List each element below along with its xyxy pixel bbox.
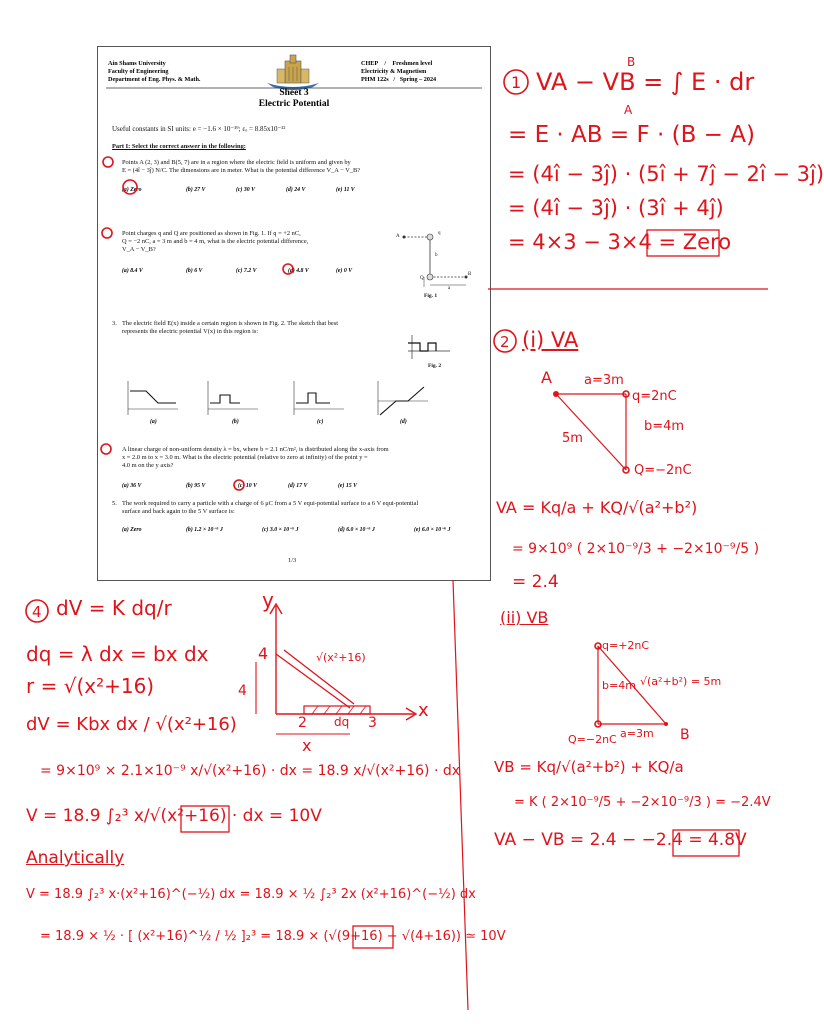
option-a[interactable]: (a) Zero (122, 187, 142, 193)
vb-result: = K ( 2×10⁻⁹/5 + −2×10⁻⁹/3 ) = −2.4V (514, 795, 771, 810)
option-b[interactable]: (b) 1.2 × 10⁻⁵ J (186, 527, 223, 533)
q4-marker (101, 444, 111, 454)
analytic-line-2: = 18.9 × ½ · [ (x²+16)^½ / ½ ]₂³ = 18.9 × (√(9+16) − √(4+16)) ≃ 10V (40, 929, 506, 944)
question-3-number: 3. (112, 320, 117, 327)
option-a[interactable]: (a) (150, 419, 157, 425)
question-2-text: Point charges q and Q are positioned as shown in Fig. 1. If q = +2 nC, (122, 230, 301, 237)
q1-number-circle (502, 68, 530, 96)
option-e[interactable]: (e) 6.0 × 10⁻⁶ J (414, 527, 451, 533)
q4-line-dq: dq = λ dx = bx dx (26, 642, 209, 666)
option-a[interactable]: (a) 8.4 V (122, 268, 143, 274)
q4-graph (228, 588, 448, 762)
option-b[interactable]: (b) 27 V (186, 187, 206, 193)
question-4-text: A linear charge of non-uniform density λ = bx, where b = 2.1 nC/m², is distributed along the x-axis from (122, 446, 389, 453)
graph-dq-label: dq (334, 715, 350, 729)
option-e[interactable]: (e) 11 V (336, 187, 355, 193)
option-d[interactable]: (d) 4.8 V (288, 268, 309, 274)
question-2-text: Q = −2 nC, a = 3 m and b = 4 m, what is the electric potential difference, (122, 238, 309, 245)
question-5-text: surface and back again to the 5 V surface is: (122, 508, 235, 515)
q2-marker (102, 228, 112, 238)
fig1-label-B: B (468, 272, 472, 277)
va-label-a: a=3m (584, 373, 624, 388)
question-3-text: represents the electric potential V(x) in this region is: (122, 328, 259, 335)
option-a[interactable]: (a) Zero (122, 527, 142, 533)
option-c[interactable]: (c) 30 V (236, 187, 255, 193)
va-label-A: A (541, 368, 552, 387)
question-1-text: Points A (2, 3) and B(5, 7) are in a region where the electric field is uniform and given by (122, 159, 351, 166)
va-result: = 2.4 (512, 572, 559, 592)
option-b[interactable]: (b) 95 V (186, 483, 206, 489)
graph-y-tick-4: 4 (258, 644, 269, 663)
q4-answer-circle (234, 480, 244, 490)
constants-line: Useful constants in SI units: e = −1.6 × 10⁻¹⁹; εₒ = 8.85x10⁻¹² (112, 125, 286, 133)
q1-line-1: VA − VB = ∫ E · dr (536, 68, 755, 96)
graph-x-tick-3: 3 (368, 715, 377, 731)
sheet-subtitle: Electric Potential (258, 99, 330, 109)
q1-answer-box (646, 228, 722, 258)
q4-line-dv-sub: dV = Kbx dx / √(x²+16) (26, 714, 237, 735)
part-heading: Part I: Select the correct answer in the following: (112, 143, 246, 150)
q2-number-circle (492, 328, 518, 354)
q4-analytic-answer-box (352, 924, 396, 950)
option-c[interactable]: (c) 10 V (238, 483, 257, 489)
q4-number-circle (24, 598, 50, 624)
svg-text:4: 4 (32, 603, 42, 621)
course-name: Electricity & Magnetism (361, 68, 427, 75)
q4-line-dv: dV = K dq/r (56, 596, 172, 620)
graph-x-distance-label: x (302, 736, 312, 755)
q4-line-numeric: = 9×10⁹ × 2.1×10⁻⁹ x/√(x²+16) · dx = 18.9 x/√(x²+16) · dx (40, 763, 461, 779)
university-name: Ain Shams University (108, 60, 166, 67)
analytic-line-1: V = 18.9 ∫₂³ x·(x²+16)^(−½) dx = 18.9 × ½ ∫₂³ 2x (x²+16)^(−½) dx (26, 887, 476, 902)
fig-2-caption: Fig. 2 (428, 363, 442, 369)
option-a[interactable]: (a) 36 V (122, 483, 142, 489)
faculty-name: Faculty of Engineering (108, 68, 169, 75)
fig1-label-Q: Q (420, 276, 424, 281)
q1-line-4: = (4î − 3ĵ) · (3î + 4ĵ) (508, 196, 724, 220)
va-substitution: = 9×10⁹ ( 2×10⁻⁹/3 + −2×10⁻⁹/5 ) (512, 541, 760, 557)
option-b[interactable]: (b) (232, 419, 239, 425)
fig1-label-a-dim: a (448, 286, 451, 291)
vb-label-q: q=+2nC (602, 639, 650, 652)
q4-line-integral: V = 18.9 ∫₂³ x/√(x²+16) · dx = 10V (26, 806, 322, 826)
option-d[interactable]: (d) 17 V (288, 483, 308, 489)
fig1-label-b: b (435, 253, 438, 258)
q4-line-r: r = √(x²+16) (26, 674, 155, 698)
option-d[interactable]: (d) (400, 419, 407, 425)
vb-label-a: a=3m (620, 727, 654, 740)
fig-1-caption: Fig. 1 (424, 293, 438, 299)
graph-height-label: 4 (238, 683, 247, 699)
option-d[interactable]: (d) 24 V (286, 187, 306, 193)
separator: / (393, 76, 396, 83)
level: Freshmen level (392, 60, 433, 67)
question-5-number: 5. (112, 500, 117, 507)
question-4-text: x = 2.0 m to x = 3.0 m. What is the electric potential (relative to zero at infinity) of the point y = (122, 454, 368, 461)
sheet-title: Sheet 3 (279, 88, 309, 98)
va-label-hyp: 5m (562, 431, 583, 446)
graph-y-axis-label: y (262, 588, 274, 612)
question-2-text: V_A − V_B? (122, 246, 156, 253)
fig1-label-q: q (438, 231, 441, 236)
q1-line-2: = E · AB = F · (B − A) (508, 122, 755, 148)
question-3-text: The electric field E(x) inside a certain region is shown in Fig. 2. The sketch that best (122, 320, 339, 327)
course-code: CHEP (361, 60, 379, 67)
q1-line-3: = (4î − 3ĵ) · (5î + 7ĵ − 2î − 3ĵ) (508, 162, 824, 186)
question-1-text: E = (4î − 3ĵ) N/C. The dimensions are in meter. What is the potential difference V_A − V_B? (122, 167, 361, 174)
graph-r-label: √(x²+16) (316, 651, 366, 664)
q2-part-ii-heading: (ii) VB (500, 608, 549, 627)
vb-label-B: B (680, 727, 690, 743)
svg-text:2: 2 (500, 333, 510, 351)
analytically-heading: Analytically (26, 848, 125, 868)
vb-label-b: b=4m (602, 679, 636, 692)
q1-line-5: = 4×3 − 3×4 = Zero (508, 230, 732, 254)
q1-answer-circle (123, 180, 137, 194)
va-label-q: q=2nC (632, 389, 677, 404)
va-label-Q: Q=−2nC (634, 463, 692, 478)
va-formula: VA = Kq/a + KQ/√(a²+b²) (496, 498, 698, 517)
option-c[interactable]: (c) (317, 419, 324, 425)
divider-vertical (453, 580, 468, 1010)
q2-answer-box (672, 828, 744, 858)
question-4-text: 4.0 m on the y axis? (122, 462, 174, 469)
option-e[interactable]: (e) 0 V (336, 268, 353, 274)
vb-label-hyp: √(a²+b²) = 5m (640, 675, 722, 688)
vb-formula: VB = Kq/√(a²+b²) + KQ/a (494, 758, 684, 776)
option-d[interactable]: (d) 6.0 × 10⁻⁵ J (338, 527, 375, 533)
separator: / (384, 60, 387, 67)
svg-text:1: 1 (511, 73, 522, 92)
option-c[interactable]: (c) 7.2 V (236, 268, 257, 274)
department-name: Department of Eng. Phys. & Math. (108, 76, 201, 83)
term: Spring – 2024 (399, 76, 437, 83)
q2-answer-circle (283, 264, 293, 274)
option-b[interactable]: (b) 6 V (186, 268, 203, 274)
q4-answer-box (180, 804, 232, 834)
q1-marker (103, 157, 113, 167)
va-label-b: b=4m (644, 419, 685, 434)
graph-x-tick-2: 2 (298, 715, 307, 731)
option-c[interactable]: (c) 3.0 × 10⁻⁵ J (262, 527, 299, 533)
question-5-text: The work required to carry a particle with a charge of 6 μC from a 5 V equi-potential surface to a 6 V equi-potential (122, 500, 419, 507)
page-number: 1/3 (288, 557, 297, 564)
q1-lower-limit: A (624, 103, 633, 117)
vb-label-Q: Q=−2nC (568, 733, 617, 746)
graph-x-axis-label: x (418, 700, 429, 721)
q2-part-i-heading: (i) VA (522, 328, 579, 352)
q1-upper-limit: B (627, 55, 636, 69)
option-e[interactable]: (e) 15 V (338, 483, 357, 489)
fig1-label-a: A (396, 234, 400, 239)
course-number: PHM 122s (361, 76, 389, 83)
va-minus-vb: VA − VB = 2.4 − −2.4 = 4.8V (494, 830, 747, 850)
